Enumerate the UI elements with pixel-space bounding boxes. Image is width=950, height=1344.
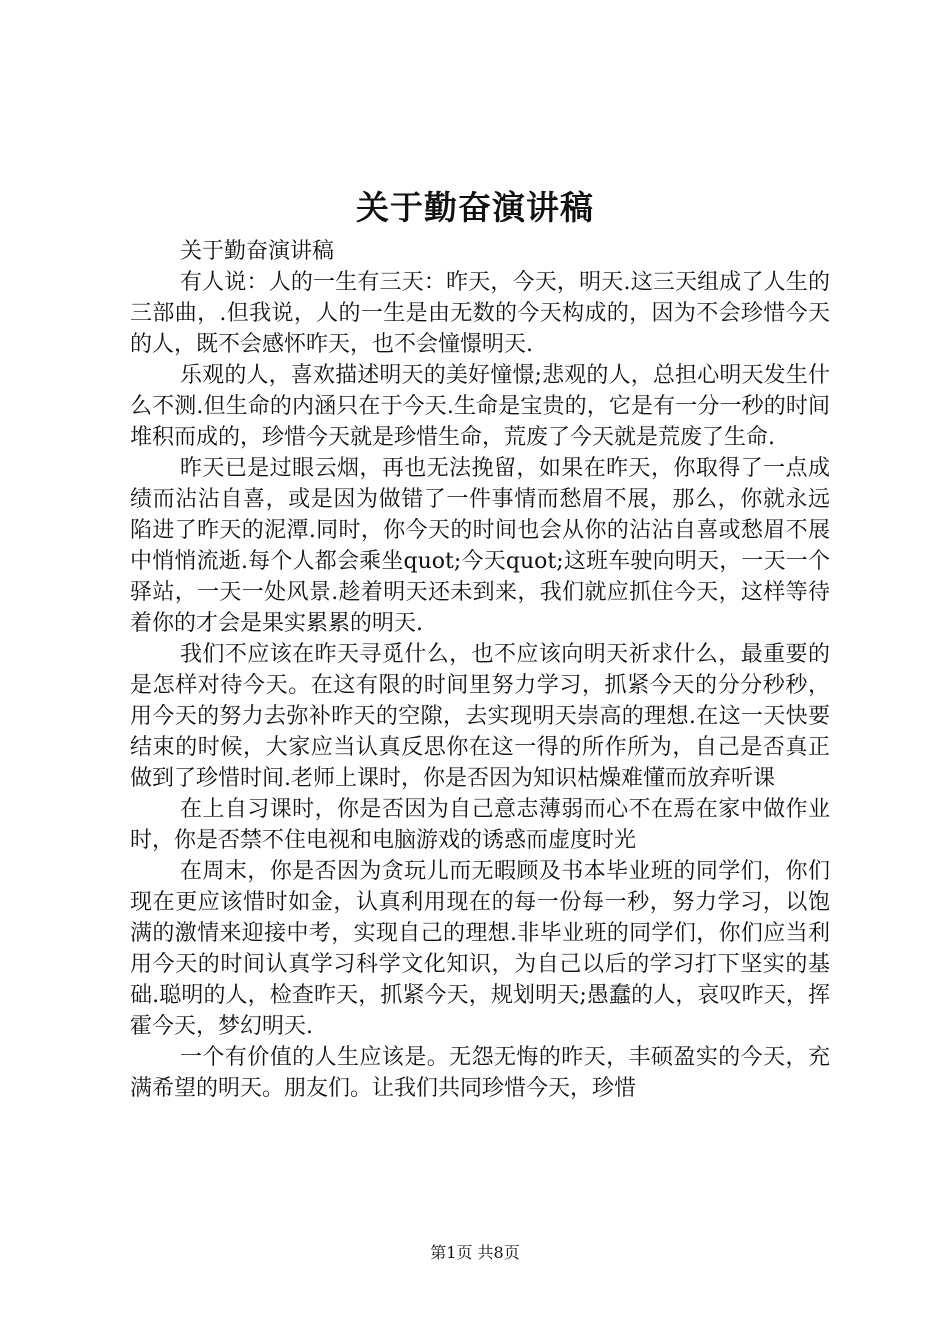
paragraph: 我们不应该在昨天寻觅什么，也不应该向明天祈求什么，最重要的是怎样对待今天。在这有限的时间里努力学习，抓紧今天的分分秒秒，用今天的努力去弥补昨天的空隙，去实现明天崇高的理想.在这一天快要结束的时候，大家应当认真反思你在这一得的所作所为，自己是否真正做到了珍惜时间.老师上课时，你是否因为知识枯燥难懂而放弃听课 xyxy=(130,642,830,791)
paragraph: 在周末，你是否因为贪玩儿而无暇顾及书本毕业班的同学们，你们现在更应该惜时如金，认真利用现在的每一份每一秒，努力学习，以饱满的激情来迎接中考，实现自己的理想.非毕业班的同学们，你们应当利用今天的时间认真学习科学文化知识，为自己以后的学习打下坚实的基础.聪明的人，检查昨天，抓紧今天，规划明天;愚蠢的人，哀叹昨天，挥霍今天，梦幻明天. xyxy=(130,859,830,1039)
page-number-footer: 第1页 共8页 xyxy=(430,1243,520,1262)
paragraph: 乐观的人，喜欢描述明天的美好憧憬;悲观的人，总担心明天发生什么不测.但生命的内涵只在于今天.生命是宝贵的，它是有一分一秒的时间堆积而成的，珍惜今天就是珍惜生命，荒废了今天就是荒废了生命. xyxy=(130,363,830,450)
document-body xyxy=(130,236,830,1104)
paragraph: 昨天已是过眼云烟，再也无法挽留，如果在昨天，你取得了一点成绩而沾沾自喜，或是因为做错了一件事情而愁眉不展，那么，你就永远陷进了昨天的泥潭.同时，你今天的时间也会从你的沾沾自喜或愁眉不展中悄悄流逝.每个人都会乘坐quot;今天quot;这班车驶向明天，一天一个驿站，一天一处风景.趁着明天还未到来，我们就应抓住今天，这样等待着你的才会是果实累累的明天. xyxy=(130,456,830,636)
paragraph: 一个有价值的人生应该是。无怨无悔的昨天，丰硕盈实的今天，充满希望的明天。朋友们。让我们共同珍惜今天，珍惜 xyxy=(130,1045,830,1101)
paragraph: 有人说：人的一生有三天：昨天，今天，明天.这三天组成了人生的三部曲，.但我说，人的一生是由无数的今天构成的，因为不会珍惜今天的人，既不会感怀昨天，也不会憧憬明天. xyxy=(130,270,830,357)
paragraph: 在上自习课时，你是否因为自己意志薄弱而心不在焉在家中做作业时，你是否禁不住电视和电脑游戏的诱惑而虚度时光 xyxy=(130,797,830,853)
paragraph: 关于勤奋演讲稿 xyxy=(180,239,335,264)
document-title: 关于勤奋演讲稿 xyxy=(356,188,594,227)
